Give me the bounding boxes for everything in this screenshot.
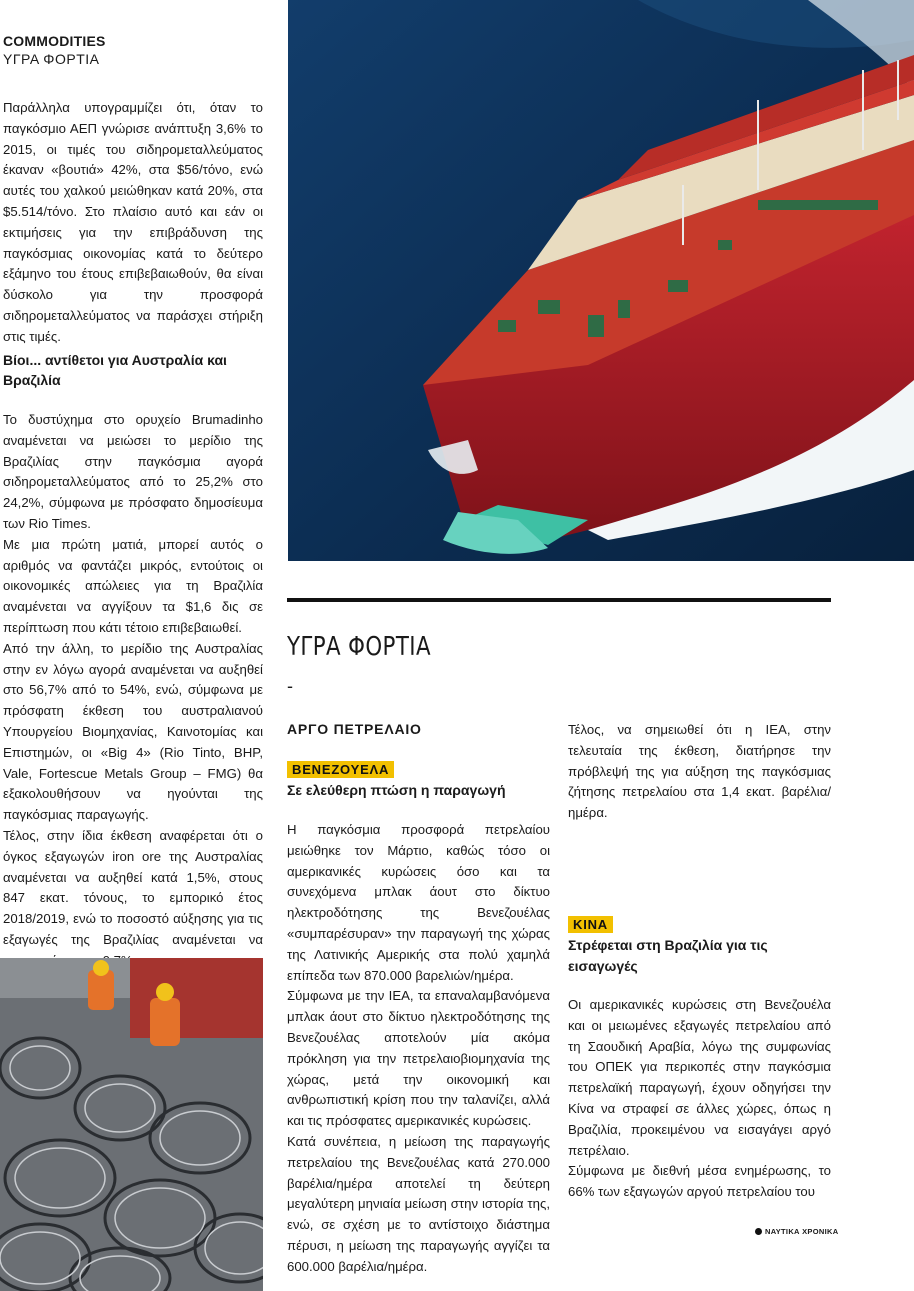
steel-coils-photo [0,958,263,1291]
left-paragraph-1: Παράλληλα υπογραμμίζει ότι, όταν το παγκόσμιο ΑΕΠ γνώρισε ανάπτυξη 3,6% το 2015, οι τιμές του σιδηρομεταλλεύματος έκαναν «βουτιά» 42%, στα $56/τόνο, ενώ αυτές του χαλκού μειώθηκαν κατά 20%, στα $5.514/τόνο. Στο πλαίσιο αυτό και εάν οι εκτιμήσεις για την επιβράδυνση της παγκόσμιας οικονομίας κατά το δεύτερο εξάμηνο του έτους επιβεβαιωθούν, θα είναι δύσκολο για την προσφορά σιδηρομεταλλεύματος να παράσχει στήριξη στις τιμές. [3,100,263,344]
china-paragraph-1: Οι αμερικανικές κυρώσεις στη Βενεζουέλα και οι μειωμένες εξαγωγές πετρελαίου από τη Σαουδική Αραβία, λόγω της συμφωνίας του ΟΠΕΚ για περικοπές στην παγκόσμια πετρελαϊκή παραγωγή, έχουν οδηγήσει την Κίνα να στραφεί σε άλλες χώρες, όπως η Βραζιλία, προκειμένου να εισαγάγει αργό πετρέλαιο. [568,997,831,1158]
left-body [3,410,263,972]
venezuela-paragraph-1: Η παγκόσμια προσφορά πετρελαίου μειώθηκε τον Μάρτιο, καθώς τόσο οι αμερικανικές κυρώσεις όσο και τα συνεχόμενα μπλακ άουτ στο δίκτυο ηλεκτροδότησης της Βενεζουέλας «συμπαρέσυραν» την παραγωγή της χώρας της Λατινικής Αμερικής στα πολύ χαμηλά επίπεδα των 870.000 βαρελιών/ημέρα. [287,822,550,983]
venezuela-body [287,820,550,1278]
venezuela-kicker: Σε ελεύθερη πτώση η παραγωγή [287,782,506,798]
tanker-ship-photo [288,0,914,561]
venezuela-paragraph-2: Σύμφωνα με την ΙΕΑ, τα επαναλαμβανόμενα μπλακ άουτ στο δίκτυο ηλεκτροδότησης της Βενεζουέλας αποτελούν μία ακόμα πρόκληση για την πετρελαιοβιομηχανία της χώρας, μετά την οικονομική και ανθρωπιστική κρίση που την ταλανίζει, αλλά και τις πρόσφατες αμερικανικές κυρώσεις. [287,988,550,1129]
china-kicker: Στρέφεται στη Βραζιλία για τις εισαγωγές [568,937,768,974]
china-paragraph-2: Σύμφωνα με διεθνή μέσα ενημέρωσης, το 66% των εξαγωγών αργού πετρελαίου του [568,1163,831,1200]
left-paragraph-2: Το δυστύχημα στο ορυχείο Brumadinho αναμένεται να μειώσει το μερίδιο της Βραζιλίας στην παγκόσμια αγορά σιδηρομεταλλεύματος από το 25,2% στο 24,2%, σύμφωνα με πρόσφατο δημοσίευμα των Rio Times. [3,412,263,531]
left-subheading: Βίοι... αντίθετοι για Αυστραλία και Βραζιλία [3,352,227,388]
category-heading: ΑΡΓΟ ΠΕΤΡΕΛΑΙΟ [287,721,422,737]
venezuela-paragraph-4: Τέλος, να σημειωθεί ότι η ΙΕΑ, στην τελευταία της έκθεση, διατήρησε την πρόβλεψή της για αύξηση της παγκόσμιας ζήτησης πετρελαίου στα 1,4 εκατ. βαρέλια/ημέρα. [568,722,831,821]
china-tag: ΚΙΝΑ [568,916,613,933]
china-body [568,995,831,1203]
title-dash: - [287,676,293,696]
left-paragraph-4: Από την άλλη, το μερίδιο της Αυστραλίας στην εν λόγω αγορά αναμένεται να αυξηθεί στο 56,7% από το 54%, ενώ, σύμφωνα με πρόσφατη έκθεση του αυστραλιανού Υπουργείου Βιομηχανίας, Καινοτομίας και Επιστημών, οι «Big 4» (Rio Tinto, BHP, Vale, Fortescue Metals Group – FMG) θα εξακολουθήσουν να ηγούνται της παγκόσμιας παραγωγής. [3,640,263,823]
publication-footer [755,1227,838,1236]
section-divider [287,598,831,602]
venezuela-continuation [568,720,831,824]
left-paragraph-5: Τέλος, στην ίδια έκθεση αναφέρεται ότι ο όγκος εξαγωγών iron ore της Αυστραλίας αναμένεται να αυξηθεί κατά 1,5%, στους 847 εκατ. τόνους, το εμπορικό έτος 2018/2019, ενώ το ποσοστό αύξησης για τις εξαγωγές της Βραζιλίας αναμένεται να [3,827,263,947]
brand-logo-icon [755,1228,762,1235]
section-title: ΥΓΡΑ ΦΟΡΤΙΑ [287,632,431,662]
china-tag-wrap [568,916,613,934]
venezuela-paragraph-3: Κατά συνέπεια, η μείωση της παραγωγής πετρελαίου της Βενεζουέλας κατά 270.000 βαρέλια/ημέρα αποτελεί τη δεύτερη μεγαλύτερη μηνιαία μείωση στην ιστορία της, ενώ, σε σχέση με το αντίστοιχο διάστημα πέρυσι, η μείωση της παραγωγής αγγίζει τα 600.000 βαρέλια/ημέρα. [287,1133,550,1274]
section-label: COMMODITIES [3,33,106,49]
venezuela-tag: ΒΕΝΕΖΟΥΕΛΑ [287,761,394,778]
venezuela-tag-wrap [287,761,394,779]
left-paragraph-3: Με μια πρώτη ματιά, μπορεί αυτός ο αριθμός να φαντάζει μικρός, εντούτοις οι οικονομικές απώλειες για τη Βραζιλία αναμένεται να αγγίξουν τα $1,6 δις σε περίπτωση που κάτι τέτοιο επιβεβαιωθεί. [3,536,263,635]
section-sublabel: ΥΓΡΑ ΦΟΡΤΙΑ [3,51,100,67]
brand-name: ΝΑΥΤΙΚΑ ΧΡΟΝΙΚΑ [765,1227,839,1236]
